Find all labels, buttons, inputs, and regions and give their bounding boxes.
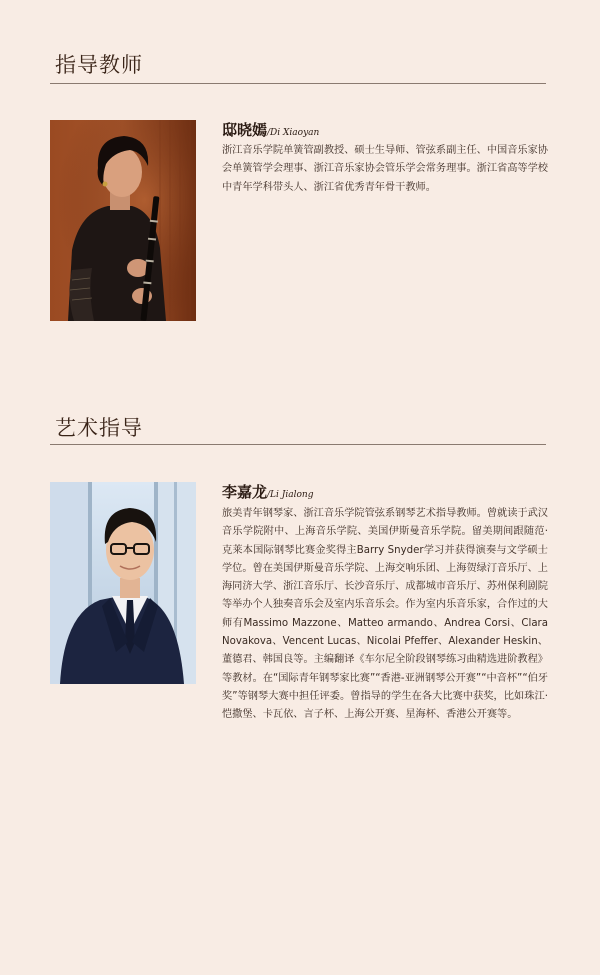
- clarinetist-portrait-icon: [50, 120, 196, 321]
- person-bio: [222, 505, 548, 725]
- portrait-photo-di-xiaoyan: [50, 120, 196, 321]
- person-name-line: [222, 481, 313, 502]
- section-title-instructor: 指导教师: [55, 53, 143, 77]
- pianist-portrait-icon: [50, 482, 196, 684]
- section-title-art-director: 艺术指导: [55, 416, 143, 440]
- bio-text: 旅美青年钢琴家、浙江音乐学院管弦系钢琴艺术指导教师。曾就读于武汉音乐学院附中、上海音乐学院、美国伊斯曼音乐学院。留美期间跟随范·克莱本国际钢琴比赛金奖得主Barry Snyder学习并获得演奏与文学硕士学位。曾在美国伊斯曼音乐学院、上海交响乐团、上海贺绿汀音乐厅、上海同济大学、浙江音乐厅、长沙音乐厅、成都城市音乐厅、苏州保利剧院等举办个人独奏音乐会及室内乐音乐会。作为室内乐音乐家，合作过的大师有Massimo Mazzone、Matteo armando、Andrea Corsi、Clara Novakova、Vencent Lucas、Nicolai Pfeffer、Alexander Heskin、董德君、韩国良等。主编翻译《车尔尼全阶段钢琴练习曲精选进阶教程》等教材。在“国际青年钢琴家比赛”“香港-亚洲钢琴公开赛”“中音杯”“伯牙奖”等钢琴大赛中担任评委。曾指导的学生在各大比赛中获奖，比如珠江·恺撒堡、卡瓦依、言子杯、上海公开赛、星海杯、香港公开赛等。: [222, 508, 548, 721]
- person-name: 邸晓嫣: [222, 121, 268, 139]
- person-latin-name: /Di Xiaoyan: [267, 128, 320, 138]
- person-bio: [222, 142, 548, 197]
- person-name: 李嘉龙: [222, 483, 268, 501]
- section-divider: [50, 83, 546, 84]
- person-name-line: [222, 119, 319, 140]
- section-divider: [50, 444, 546, 445]
- portrait-photo-li-jialong: [50, 482, 196, 684]
- person-latin-name: /Li Jialong: [267, 490, 314, 500]
- bio-text: 浙江音乐学院单簧管副教授、硕士生导师、管弦系副主任、中国音乐家协会单簧管学会理事、浙江音乐家协会管乐学会常务理事。浙江省高等学校中青年学科带头人、浙江省优秀青年骨干教师。: [222, 145, 548, 193]
